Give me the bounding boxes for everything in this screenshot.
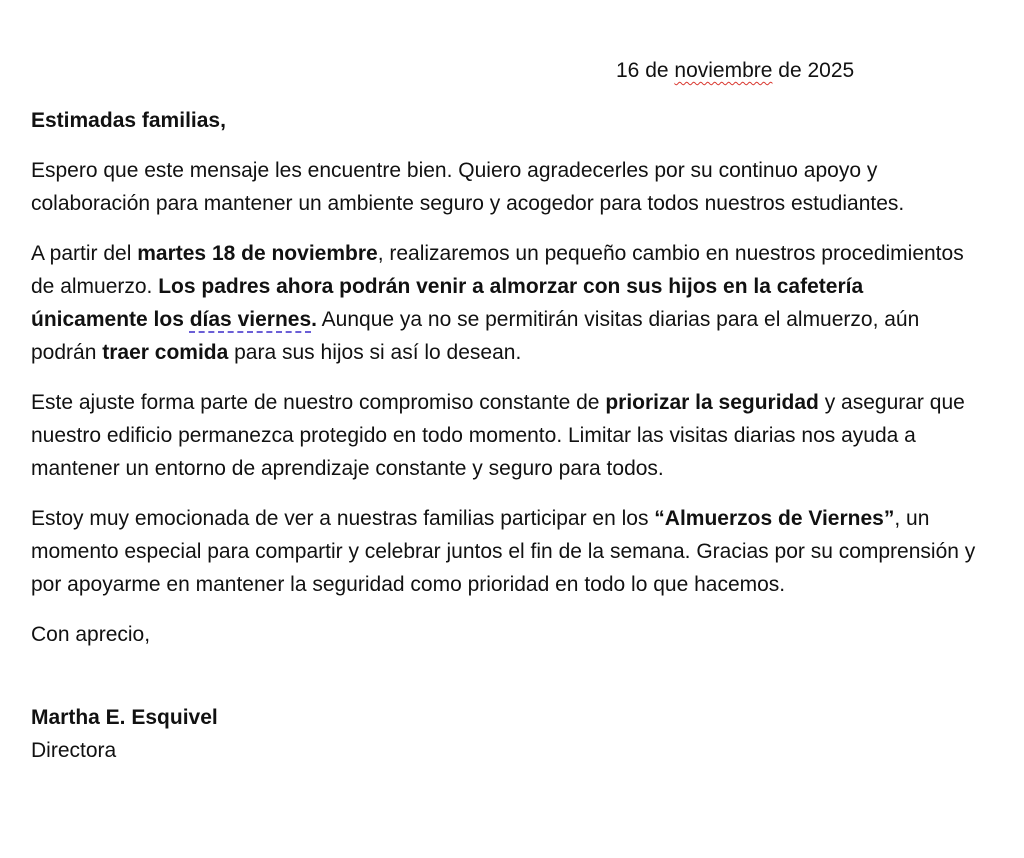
letter-greeting <box>31 104 984 137</box>
signature-name-text: Martha E. Esquivel <box>31 706 218 729</box>
p3-bold-safety: priorizar la seguridad <box>605 391 819 414</box>
p2-text-3: Aunque ya no se permitirán visitas diarias para el almuerzo, aún podrán <box>31 308 920 364</box>
p2-bold-parents: Los padres ahora podrán venir a almorzar con sus hijos en la cafetería únicamente los <box>31 275 864 331</box>
signature-title: Directora <box>31 739 117 762</box>
greeting-text: Estimadas familias, <box>31 109 226 132</box>
p4-bold-friday-lunches: “Almuerzos de Viernes” <box>654 507 895 530</box>
letter-closing: Con aprecio, <box>31 623 151 646</box>
p2-bold-period: . <box>311 308 317 331</box>
p2-text-4: para sus hijos si así lo desean. <box>228 341 522 364</box>
paragraph-4 <box>31 502 984 601</box>
p2-bold-date: martes 18 de noviembre <box>137 242 378 265</box>
signature-block <box>31 701 984 767</box>
p3-text-2: y asegurar que nuestro edificio permanezca protegido en todo momento. Limitar las visitas diarias nos ayuda a mantener un entorno de aprendizaje constante y seguro para todos. <box>31 391 965 480</box>
signature-name <box>31 701 984 734</box>
date-year: de 2025 <box>772 59 855 82</box>
p2-bold-fridays-grammarcheck: días viernes <box>189 308 312 331</box>
date-month-spellcheck: noviembre <box>674 59 773 82</box>
paragraph-1: Espero que este mensaje les encuentre bien. Quiero agradecerles por su continuo apoyo y colaboración para mantener un ambiente seguro y acogedor para todos nuestros estudiantes. <box>31 159 905 215</box>
p3-text-1: Este ajuste forma parte de nuestro compromiso constante de <box>31 391 606 414</box>
paragraph-2 <box>31 237 984 369</box>
p2-text-2: , realizaremos un pequeño cambio en nuestros procedimientos de almuerzo. <box>31 242 964 298</box>
p2-text-1: A partir del <box>31 242 138 265</box>
paragraph-3 <box>31 386 984 485</box>
letter-date <box>31 54 984 87</box>
date-day: 16 de <box>616 59 675 82</box>
p2-bold-food: traer comida <box>102 341 229 364</box>
p4-text-1: Estoy muy emocionada de ver a nuestras familias participar en los <box>31 507 655 530</box>
p4-text-2: , un momento especial para compartir y celebrar juntos el fin de la semana. Gracias por su comprensión y por apoyarme en mantener la seguridad como prioridad en todo lo que hacemos. <box>31 507 976 596</box>
